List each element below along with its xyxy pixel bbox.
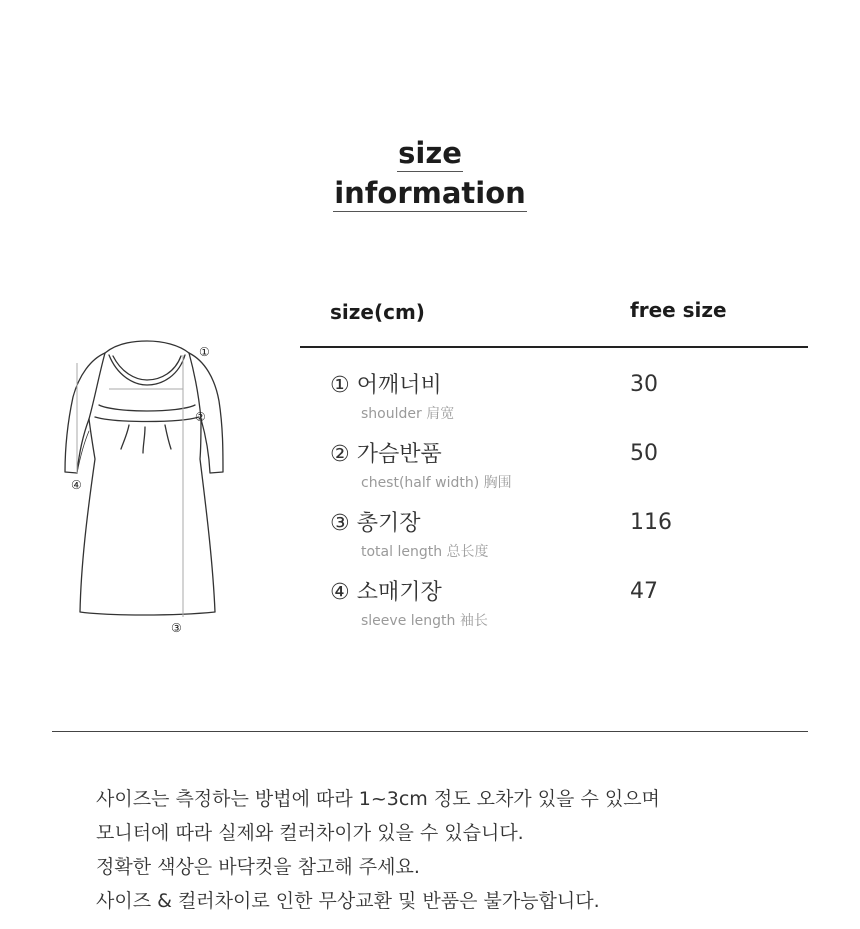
row-sublabel: shoulder 肩宽 bbox=[361, 406, 455, 422]
dress-diagram bbox=[55, 335, 225, 649]
free-size-column-header: free size bbox=[630, 298, 727, 322]
table-row-total-length bbox=[330, 510, 489, 560]
table-row-shoulder bbox=[330, 372, 455, 422]
row-label: 가슴반품 bbox=[356, 442, 442, 467]
row-label: 총기장 bbox=[356, 511, 421, 536]
row-value-total-length: 116 bbox=[630, 510, 672, 535]
row-value-shoulder: 30 bbox=[630, 372, 658, 397]
row-number: ④ bbox=[330, 580, 350, 605]
table-row-chest bbox=[330, 441, 512, 491]
note-line-3: 정확한 색상은 바닥컷을 참고해 주세요. bbox=[96, 856, 420, 878]
row-sublabel: sleeve length 袖长 bbox=[361, 613, 488, 629]
row-sublabel: chest(half width) 胸围 bbox=[361, 475, 512, 491]
marker-2: ② bbox=[195, 410, 206, 424]
row-number: ① bbox=[330, 373, 350, 398]
note-line-1: 사이즈는 측정하는 방법에 따라 1~3cm 정도 오차가 있을 수 있으며 bbox=[96, 788, 660, 810]
title-line-1: size bbox=[398, 136, 462, 170]
table-row-sleeve bbox=[330, 579, 488, 629]
row-label: 소매기장 bbox=[356, 580, 442, 605]
note-line-4: 사이즈 & 컬러차이로 인한 무상교환 및 반품은 불가능합니다. bbox=[96, 890, 600, 912]
marker-3: ③ bbox=[171, 621, 182, 635]
row-value-sleeve: 47 bbox=[630, 579, 658, 604]
table-divider bbox=[300, 346, 808, 348]
section-divider bbox=[52, 731, 808, 732]
row-number: ③ bbox=[330, 511, 350, 536]
row-number: ② bbox=[330, 442, 350, 467]
row-label: 어깨너비 bbox=[356, 373, 442, 398]
row-value-chest: 50 bbox=[630, 441, 658, 466]
note-line-2: 모니터에 따라 실제와 컬러차이가 있을 수 있습니다. bbox=[96, 822, 524, 844]
marker-4: ④ bbox=[71, 478, 82, 492]
title-line-2: information bbox=[334, 176, 526, 210]
marker-1: ① bbox=[199, 345, 210, 359]
size-column-header: size(cm) bbox=[330, 300, 425, 324]
row-sublabel: total length 总长度 bbox=[361, 544, 489, 560]
